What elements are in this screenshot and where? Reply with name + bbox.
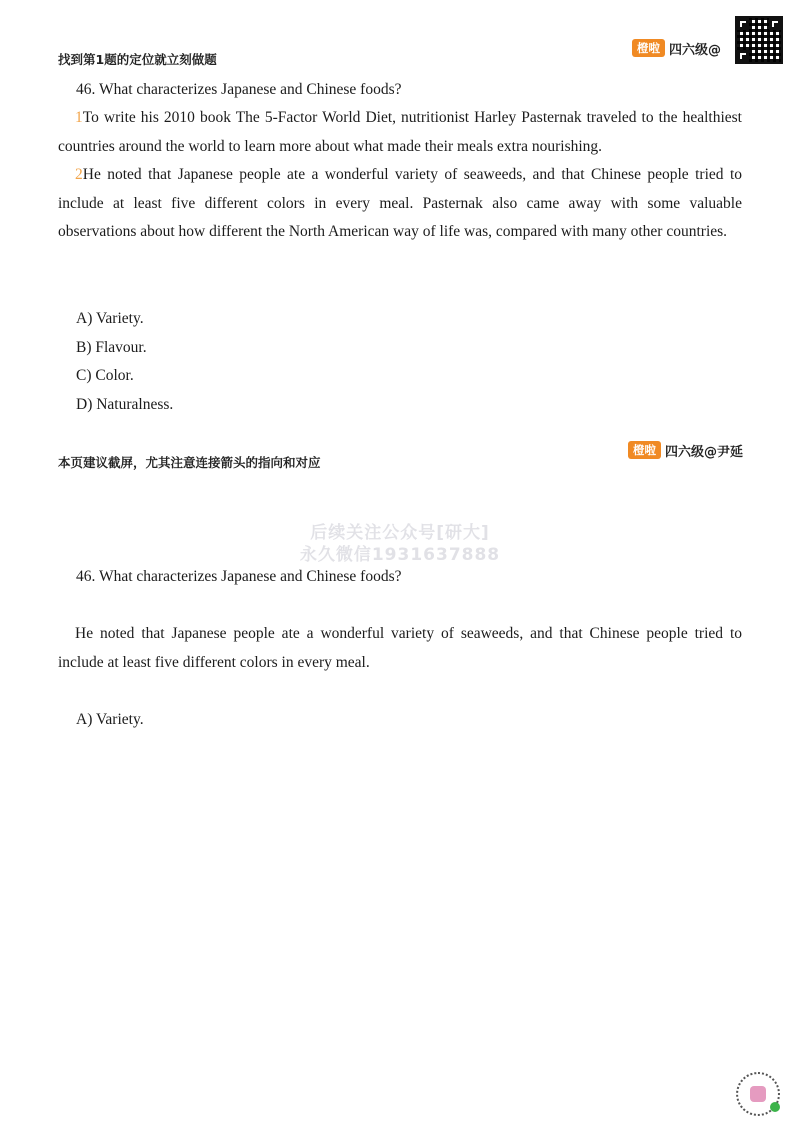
brand-logo: 橙啦 bbox=[632, 39, 665, 57]
paragraph-number: 2 bbox=[75, 166, 83, 183]
watermark-line-1: 后续关注公众号[研大] bbox=[310, 523, 490, 543]
evidence-text: He noted that Japanese people ate a wonderful variety of seaweeds, and that Chinese people tried to include at least five different colors in every meal. bbox=[58, 625, 742, 671]
question-title: 46. What characterizes Japanese and Chinese foods? bbox=[76, 81, 402, 98]
mini-program-seal-icon bbox=[736, 1072, 780, 1116]
brand-logo: 橙啦 bbox=[628, 441, 661, 459]
top-tip: 找到第1题的定位就立刻做题 bbox=[58, 52, 217, 67]
passage-paragraph-2 bbox=[58, 161, 742, 247]
option-d: D) Naturalness. bbox=[76, 396, 174, 413]
passage-paragraph-1 bbox=[58, 104, 742, 161]
option-c: C) Color. bbox=[76, 367, 134, 384]
brand-badge-top bbox=[632, 38, 721, 58]
watermark bbox=[290, 522, 510, 566]
qr-code-icon bbox=[735, 16, 783, 64]
brand-badge-mid bbox=[628, 440, 743, 460]
option-a: A) Variety. bbox=[76, 310, 144, 327]
paragraph-text: He noted that Japanese people ate a wonderful variety of seaweeds, and that Chinese people tried to include at least five different colors in every meal. Pasternak also came away with some valuable observations about how different the North American way of life was, compared with many other countries. bbox=[58, 166, 742, 240]
answer-option: A) Variety. bbox=[76, 711, 144, 728]
paragraph-number: 1 bbox=[75, 109, 83, 126]
option-b: B) Flavour. bbox=[76, 339, 147, 356]
brand-label: 四六级@ bbox=[669, 42, 722, 58]
watermark-line-2: 永久微信1931637888 bbox=[299, 545, 501, 565]
screenshot-tip: 本页建议截屏，尤其注意连接箭头的指向和对应 bbox=[58, 455, 321, 470]
question-title-repeat: 46. What characterizes Japanese and Chinese foods? bbox=[76, 568, 402, 585]
brand-label: 四六级@尹延 bbox=[665, 444, 744, 460]
evidence-sentence bbox=[58, 620, 742, 677]
paragraph-text: To write his 2010 book The 5-Factor World Diet, nutritionist Harley Pasternak traveled to the healthiest countries around the world to learn more about what made their meals extra nourishing. bbox=[58, 109, 742, 155]
